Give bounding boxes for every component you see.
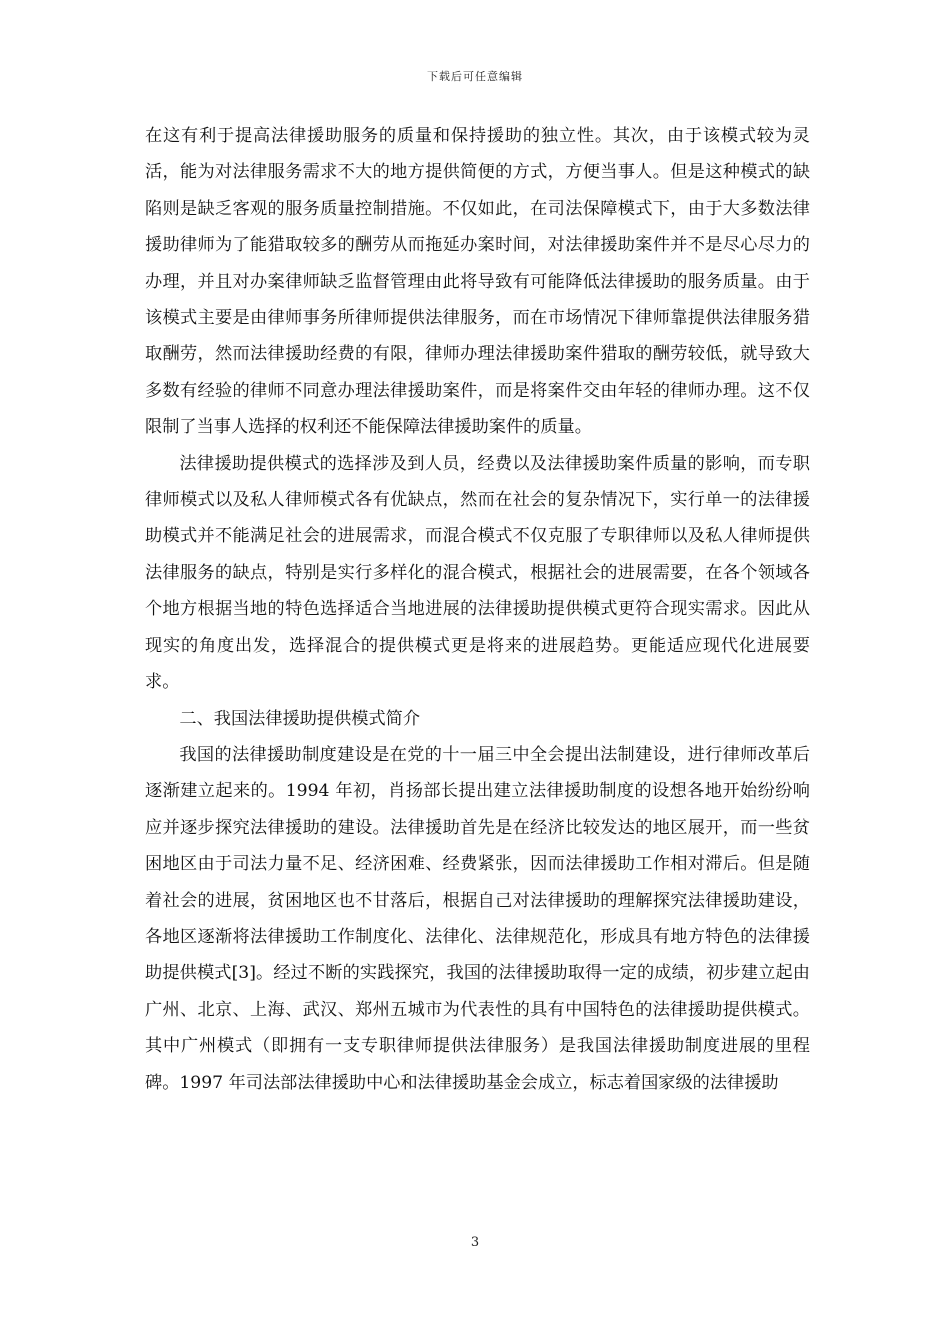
page-header: 下载后可任意编辑 [427, 70, 523, 83]
document-body [145, 118, 810, 1101]
body-paragraph-2: 法律援助提供模式的选择涉及到人员，经费以及法律援助案件质量的影响，而专职律师模式以及私人律师模式各有优缺点，然而在社会的复杂情况下，实行单一的法律援助模式并不能满足社会的进展需求，而混合模式不仅克服了专职律师以及私人律师提供法律服务的缺点，特别是实行多样化的混合模式，根据社会的进展需要，在各个领域各个地方根据当地的特色选择适合当地进展的法律援助提供模式更符合现实需求。因此从现实的角度出发，选择混合的提供模式更是将来的进展趋势。更能适应现代化进展要求。 [145, 453, 810, 693]
body-paragraph-1: 在这有利于提高法律援助服务的质量和保持援助的独立性。其次，由于该模式较为灵活，能为对法律服务需求不大的地方提供简便的方式，方便当事人。但是这种模式的缺陷则是缺乏客观的服务质量控制措施。不仅如此，在司法保障模式下，由于大多数法律援助律师为了能猎取较多的酬劳从而拖延办案时间，对法律援助案件并不是尽心尽力的办理，并且对办案律师缺乏监督管理由此将导致有可能降低法律援助的服务质量。由于该模式主要是由律师事务所律师提供法律服务，而在市场情况下律师靠提供法律服务猎取酬劳，然而法律援助经费的有限，律师办理法律援助案件猎取的酬劳较低，就导致大多数有经验的律师不同意办理法律援助案件，而是将案件交由年轻的律师办理。这不仅限制了当事人选择的权利还不能保障法律援助案件的质量。 [145, 126, 810, 438]
body-paragraph-3: 我国的法律援助制度建设是在党的十一届三中全会提出法制建设，进行律师改革后逐渐建立起来的。1994 年初，肖扬部长提出建立法律援助制度的设想各地开始纷纷响应并逐步探究法律援助的建设。法律援助首先是在经济比较发达的地区展开，而一些贫困地区由于司法力量不足、经济困难、经费紧张，因而法律援助工作相对滞后。但是随着社会的进展，贫困地区也不甘落后，根据自己对法律援助的理解探究法律援助建设，各地区逐渐将法律援助工作制度化、法律化、法律规范化，形成具有地方特色的法律援助提供模式[3]。经过不断的实践探究，我国的法律援助取得一定的成绩，初步建立起由广州、北京、上海、武汉、郑州五城市为代表性的具有中国特色的法律援助提供模式。其中广州模式（即拥有一支专职律师提供法律服务）是我国法律援助制度进展的里程碑。1997 年司法部法律援助中心和法律援助基金会成立，标志着国家级的法律援助 [145, 744, 810, 1093]
section-heading: 二、我国法律援助提供模式简介 [179, 708, 421, 729]
page-number: 3 [470, 1235, 480, 1250]
